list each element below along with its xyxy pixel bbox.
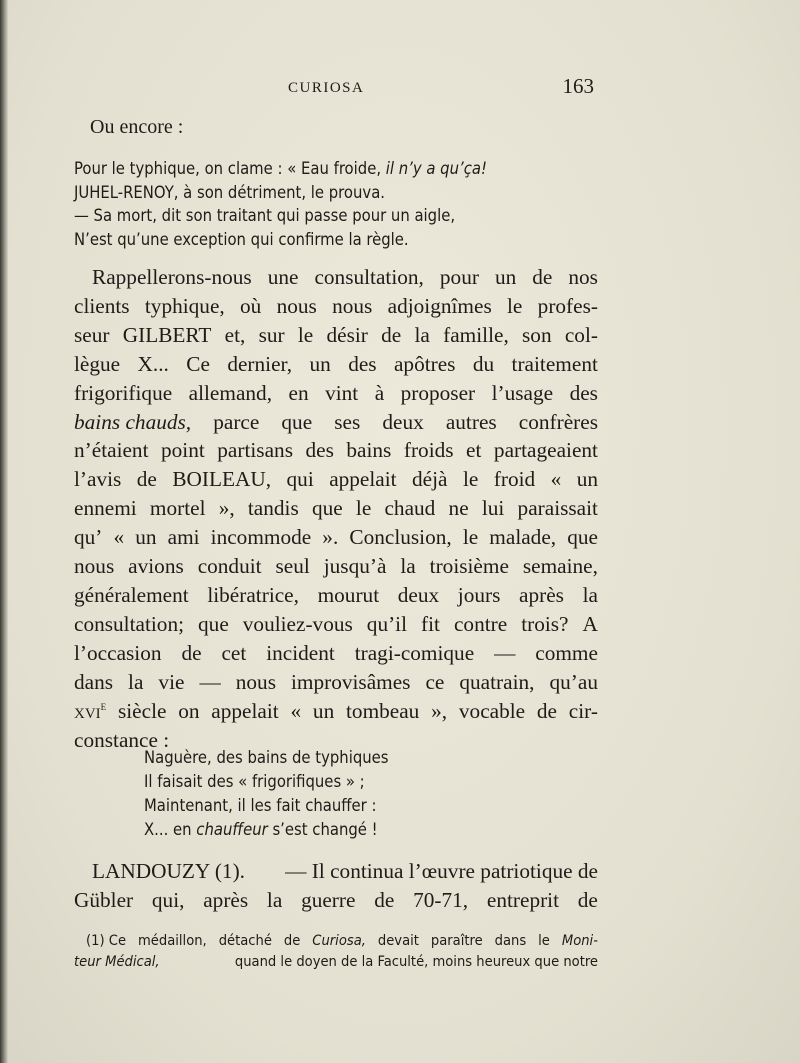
word: bains (346, 438, 392, 463)
word: où (240, 293, 262, 318)
italic-phrase: bains chauds, (74, 409, 192, 434)
word: ennemi (74, 496, 137, 521)
word: mortel (149, 496, 206, 521)
word: mourut (317, 582, 380, 607)
verse-line: Pour le typhique, on clame : « Eau froide, il n’y a qu’ça! (74, 159, 487, 178)
word: profes- (537, 293, 598, 318)
italic-title: Curiosa, (312, 932, 366, 949)
word: partisans (217, 438, 293, 463)
paragraph-line (74, 350, 598, 379)
word: frigorifique (74, 380, 173, 405)
word: vocable (458, 698, 526, 723)
word: ami (167, 525, 200, 550)
word: la (128, 669, 144, 694)
footnote (74, 930, 598, 972)
word: qu’il (366, 611, 408, 636)
word: après (519, 582, 564, 607)
word: n’étaient (74, 438, 149, 463)
word: pour (439, 265, 479, 289)
word: », (431, 698, 448, 723)
word: allemand, (188, 380, 273, 405)
word: la (582, 582, 598, 607)
word: apôtres (393, 351, 456, 376)
word: confrères (518, 409, 598, 434)
word: « (113, 525, 125, 550)
word: point (161, 438, 205, 463)
word: avions (128, 554, 184, 579)
word: ». (322, 525, 339, 550)
word: et (466, 438, 482, 463)
word: nous (276, 293, 317, 318)
word: LANDOUZY (1). (92, 859, 245, 883)
word: l’occasion (74, 640, 162, 665)
word: un (309, 351, 331, 376)
word: cir- (568, 698, 598, 723)
quatrain-line: Naguère, des bains de typhiques (144, 748, 389, 767)
paragraph-line (74, 436, 598, 465)
word: tragi-comique (354, 640, 475, 665)
word: — (199, 669, 221, 694)
word: froids (403, 438, 454, 463)
paragraph-line (74, 292, 598, 321)
paragraph-line (74, 523, 598, 552)
word: qu’ (74, 525, 103, 550)
page-header (74, 74, 594, 104)
word: fit (421, 611, 440, 636)
word: en (288, 380, 309, 405)
word: clients (74, 293, 130, 318)
word: ce (425, 669, 445, 694)
word: de (181, 640, 202, 665)
word: seur (74, 322, 110, 347)
word: le (355, 496, 372, 521)
word: le (462, 467, 479, 492)
paragraph-line: constance : (74, 727, 170, 752)
word: paraissait (517, 496, 598, 521)
page-number: 163 (562, 74, 594, 98)
word: guerre (301, 887, 356, 912)
word: un (494, 265, 517, 289)
word: autres (445, 409, 497, 434)
paragraph-line (74, 263, 598, 292)
footnote-line (74, 951, 598, 972)
word: l’usage (491, 380, 554, 405)
word: après (203, 887, 249, 912)
word: siècle (117, 698, 167, 723)
word: tandis (247, 496, 299, 521)
word: nous (235, 669, 276, 694)
word: de (136, 467, 157, 492)
word: on (178, 698, 200, 723)
footnote-text: quand le doyen de la Faculté, moins heureux que notre (234, 953, 598, 970)
word: vie (158, 669, 185, 694)
word: 70-71, (413, 887, 469, 912)
word: dernier, (227, 351, 293, 376)
word: trois? (521, 611, 569, 636)
word: BOILEAU, (172, 467, 272, 492)
paragraph-line (74, 697, 598, 726)
word: vint (325, 380, 359, 405)
word: un (135, 525, 157, 550)
word: de (283, 932, 301, 949)
word: deux (382, 409, 424, 434)
word: seul (275, 554, 310, 579)
book-spine-shadow (0, 0, 8, 1063)
word: adjoignîmes (387, 293, 492, 318)
second-paragraph (74, 857, 598, 915)
paragraph-line (74, 886, 598, 915)
word: jusqu’à (323, 554, 387, 579)
word: libératrice, (207, 582, 299, 607)
word: entreprit (486, 887, 560, 912)
word: », (218, 496, 235, 521)
word: que (198, 611, 229, 636)
paragraph-line (74, 581, 598, 610)
quatrain-line: Il faisait des « frigorifiques » ; (144, 772, 365, 791)
word: de (532, 265, 553, 289)
word: A (582, 611, 598, 636)
word: incident (266, 640, 335, 665)
word: que (567, 525, 598, 550)
word: cet (221, 640, 247, 665)
word: détaché (218, 932, 272, 949)
word: appelait (211, 698, 279, 723)
word: de (374, 887, 395, 912)
word: nos (568, 265, 598, 289)
word: col- (564, 322, 598, 347)
verse-line: — Sa mort, dit son traitant qui passe pour un aigle, (74, 206, 456, 225)
word: GILBERT (122, 322, 212, 347)
word: qui, (151, 887, 185, 912)
word: qu’au (549, 669, 598, 694)
word: à (374, 380, 385, 405)
word: jours (457, 582, 501, 607)
quatrain (144, 746, 544, 842)
word: froid (493, 467, 536, 492)
word: Ce (186, 351, 210, 376)
word: incommode (210, 525, 312, 550)
intro-line: Ou encore : (90, 116, 184, 138)
word: Rappellerons-nous (92, 265, 252, 289)
word: dans (494, 932, 527, 949)
century-numeral: xvi$^e$ (74, 698, 107, 723)
word: traitement (511, 351, 598, 376)
quatrain-line: X... en chauffeur s’est changé ! (144, 820, 378, 839)
word: lui (481, 496, 505, 521)
word: Gübler (74, 887, 134, 912)
paragraph-line (74, 610, 598, 639)
italic-title: Moni- (561, 932, 598, 949)
word: des (348, 351, 377, 376)
word: tombeau (346, 698, 420, 723)
word: — Il continua l’œuvre patriotique de (285, 859, 598, 883)
italic-title: teur Médical, (74, 953, 160, 970)
word: de (577, 887, 598, 912)
word: quatrain, (459, 669, 535, 694)
paragraph-line (74, 668, 598, 697)
word: X... (137, 351, 169, 376)
verse-line: N’est qu’une exception qui confirme la règle. (74, 229, 409, 249)
word: parce (213, 409, 260, 434)
word: appelait (329, 467, 397, 492)
word: improvisâmes (290, 669, 411, 694)
word: l’avis (74, 467, 122, 492)
word: généralement (74, 582, 189, 607)
word: une (267, 265, 299, 289)
word: la (266, 887, 283, 912)
word: sur (258, 322, 285, 347)
word: un (312, 698, 335, 723)
word: typhique, (144, 293, 225, 318)
paragraph-line (74, 857, 598, 886)
word: — (494, 640, 516, 665)
word: lègue (74, 351, 121, 376)
paragraph-line (74, 552, 598, 581)
word: le (538, 932, 550, 949)
word: nous (74, 554, 115, 579)
paragraph-line (74, 639, 598, 668)
word: paraître (430, 932, 483, 949)
word: consultation, (314, 265, 424, 289)
word: (1) Ce (86, 932, 127, 949)
word: partageaient (493, 438, 598, 463)
word: troisième (429, 554, 509, 579)
main-paragraph (74, 263, 598, 754)
word: comme (535, 640, 598, 665)
word: de (381, 322, 402, 347)
word: proposer (400, 380, 476, 405)
word: la (400, 554, 416, 579)
paragraph-line (74, 494, 598, 523)
word: la (414, 322, 430, 347)
word: et, (224, 322, 246, 347)
word: Conclusion, (349, 525, 452, 550)
paragraph-line (74, 379, 598, 408)
word: ne (448, 496, 469, 521)
word: que (311, 496, 343, 521)
word: médaillon, (138, 932, 207, 949)
word: le (297, 322, 314, 347)
paragraph-line (74, 321, 598, 350)
word: semaine, (522, 554, 598, 579)
word: chaud (384, 496, 436, 521)
word: « (550, 467, 562, 492)
superscript: e (100, 698, 107, 713)
verse-line: JUHEL-RENOY, à son détriment, le prouva. (74, 182, 386, 202)
word: consultation; (74, 611, 185, 636)
word: des (305, 438, 334, 463)
word: deux (397, 582, 440, 607)
running-title: CURIOSA (288, 80, 365, 96)
word: déjà (412, 467, 448, 492)
footnote-line (74, 930, 598, 951)
word: dans (74, 669, 114, 694)
word: contre (453, 611, 508, 636)
quatrain-line: Maintenant, il les fait chauffer : (144, 796, 377, 815)
word: le (507, 293, 523, 318)
word: nous (332, 293, 373, 318)
paragraph-line (74, 408, 598, 437)
word: qui (286, 467, 314, 492)
word: que (281, 409, 313, 434)
word: conduit (197, 554, 262, 579)
word: désir (326, 322, 368, 347)
word: le (462, 525, 479, 550)
word: des (569, 380, 598, 405)
word: malade, (489, 525, 557, 550)
word: un (576, 467, 598, 492)
word: ses (334, 409, 361, 434)
word: famille, (443, 322, 509, 347)
word: de (536, 698, 558, 723)
word: « (290, 698, 302, 723)
paragraph-line (74, 465, 598, 494)
word: vouliez-vous (242, 611, 353, 636)
word: devait (377, 932, 419, 949)
word: son (522, 322, 552, 347)
verse-epigram (74, 157, 594, 251)
word: du (472, 351, 495, 376)
